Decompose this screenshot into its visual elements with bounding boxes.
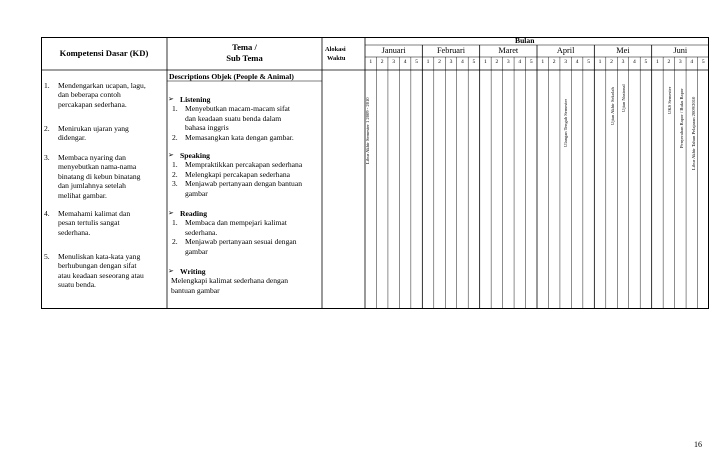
kd-item-line: Menuliskan kata-kata yang xyxy=(58,252,141,261)
note-april: Ulangan Tengah Semester xyxy=(563,98,568,147)
header-tema: Tema / xyxy=(232,42,257,52)
week-number: 2 xyxy=(380,59,384,65)
tema-item-line: bahasa inggris xyxy=(185,123,229,133)
tema-item-line: gambar xyxy=(185,246,208,256)
arrow-bullet-icon: ➢ xyxy=(168,95,174,103)
kd-item-line: berhubungan dengan sifat xyxy=(58,261,137,271)
kd-item-line: suatu benda. xyxy=(58,280,96,290)
arrow-bullet-icon: ➢ xyxy=(168,151,174,159)
week-number: 3 xyxy=(392,59,396,65)
week-number: 4 xyxy=(575,59,579,65)
tema-item-number: 2. xyxy=(172,169,178,179)
section-reading-label: Reading xyxy=(180,209,208,218)
tema-writing-line: bantuan gambar xyxy=(171,285,220,295)
tema-item-number: 1. xyxy=(172,104,178,114)
arrow-bullet-icon: ➢ xyxy=(168,267,174,275)
week-number: 5 xyxy=(415,59,418,65)
week-number: 3 xyxy=(678,59,682,65)
week-number: 2 xyxy=(552,59,556,65)
tema-item-number: 2. xyxy=(172,132,178,142)
section-writing-label: Writing xyxy=(180,267,206,276)
week-number: 1 xyxy=(426,59,430,65)
week-number: 5 xyxy=(587,59,590,65)
week-number: 3 xyxy=(449,59,453,65)
kd-item-line: menyebutkan nama-nama xyxy=(58,162,137,172)
tema-title: Descriptions Objek (People & Animal) xyxy=(169,72,294,81)
tema-item-line: Menyebutkan macam-macam sifat xyxy=(185,104,291,114)
tema-writing-line: Melengkapi kalimat sederhana dengan xyxy=(171,276,289,286)
tema-item-line: Mempraktikkan percakapan sederhana xyxy=(185,160,303,170)
note-juni-1: UKS Semester xyxy=(667,86,672,114)
kd-item-line: dan jumlahnya setelah xyxy=(58,181,126,191)
kd-item-line: binatang di kebun binatang xyxy=(58,171,141,181)
week-number: 2 xyxy=(495,59,499,65)
note-juni-3: Libur Akhir Tahun Pelajaran 2009/2010 xyxy=(691,96,696,170)
week-number: 2 xyxy=(438,59,441,65)
week-number: 2 xyxy=(667,59,671,65)
month-maret: Maret xyxy=(498,46,519,55)
kd-item-number: 3. xyxy=(44,153,50,162)
table-grid xyxy=(41,37,709,309)
kd-item-line: sederhana. xyxy=(58,227,91,237)
header-waktu: Waktu xyxy=(327,55,346,62)
kd-item-line: Mendengarkan ucapan, lagu, xyxy=(58,81,146,90)
header-alokasi: Alokasi xyxy=(325,46,346,53)
month-januari: Januari xyxy=(381,46,406,55)
week-number: 4 xyxy=(461,59,464,65)
kd-item-line: melihat gambar. xyxy=(58,190,107,200)
tema-item-line: dan keadaan suatu benda dalam xyxy=(185,113,282,123)
week-number: 1 xyxy=(369,59,373,65)
tema-item-number: 3. xyxy=(172,179,178,189)
week-number: 4 xyxy=(633,59,636,65)
tema-item-line: Menjawab pertanyaan sesuai dengan xyxy=(185,237,297,247)
kd-item-line: dan beberapa contoh xyxy=(58,90,121,100)
week-number: 3 xyxy=(564,59,568,65)
kd-item-line: pesan tertulis sangat xyxy=(58,218,120,228)
kd-item-number: 4. xyxy=(44,209,50,218)
month-april: April xyxy=(556,46,575,55)
week-number: 2 xyxy=(610,59,613,65)
week-number: 5 xyxy=(644,59,648,65)
week-number: 3 xyxy=(621,59,625,65)
tema-item-line: Menjawab pertanyaan dengan bantuan xyxy=(185,179,303,189)
header-bulan: Bulan xyxy=(515,36,535,45)
week-number: 5 xyxy=(529,59,533,65)
month-mei: Mei xyxy=(616,46,630,55)
tema-item-line: gambar xyxy=(185,188,208,198)
kd-item-line: Membaca nyaring dan xyxy=(58,153,126,162)
week-number: 1 xyxy=(598,59,602,65)
week-number: 1 xyxy=(655,59,659,65)
week-number: 4 xyxy=(518,59,522,65)
tema-item-number: 1. xyxy=(172,218,178,228)
kd-item-number: 5. xyxy=(44,252,50,261)
schedule-table xyxy=(41,37,709,309)
section-speaking-label: Speaking xyxy=(180,151,210,160)
month-juni: Juni xyxy=(673,46,688,55)
section-listening-label: Listening xyxy=(180,95,211,104)
week-number: 4 xyxy=(690,59,694,65)
month-februari: Februari xyxy=(436,46,466,55)
tema-item-line: Membaca dan mempejari kalimat xyxy=(185,218,287,228)
tema-item-line: Melengkapi percakapan sederhana xyxy=(185,169,290,179)
kd-item-line: didengar. xyxy=(58,133,87,143)
week-number: 4 xyxy=(403,59,407,65)
kd-item-line: percakapan sederhana. xyxy=(58,99,127,109)
week-number: 3 xyxy=(506,59,510,65)
tema-item-line: Memasangkan kata dengan gambar. xyxy=(185,132,294,142)
header-kd: Kompetensi Dasar (KD) xyxy=(59,48,149,58)
alokasi-note: Libur Akhir Semester 1 2009 - 2010 xyxy=(365,97,370,164)
note-mei-2: Ujian Nasional xyxy=(621,84,626,112)
arrow-bullet-icon: ➢ xyxy=(168,209,174,217)
kd-item-number: 2. xyxy=(44,124,50,133)
kd-item-line: Menirukan ujaran yang xyxy=(58,124,129,133)
week-number: 5 xyxy=(701,59,705,65)
header-sub-tema: Sub Tema xyxy=(226,53,263,63)
week-number: 5 xyxy=(472,59,476,65)
week-number: 1 xyxy=(541,59,545,65)
tema-item-line: sederhana. xyxy=(185,227,218,237)
note-mei-1: Ujian Akhir Sekolah xyxy=(610,87,615,125)
kd-item-line: Memahami kalimat dan xyxy=(58,209,131,218)
kd-item-line: atau keadaan seseorang atau xyxy=(58,270,144,280)
kd-item-number: 1. xyxy=(44,81,50,90)
tema-item-number: 2. xyxy=(172,237,178,247)
week-number: 1 xyxy=(483,59,487,65)
page-number: 16 xyxy=(694,440,702,449)
note-juni-2: Penyerahan Rapor / Buku Rapor xyxy=(679,88,684,148)
tema-item-number: 1. xyxy=(172,160,178,170)
